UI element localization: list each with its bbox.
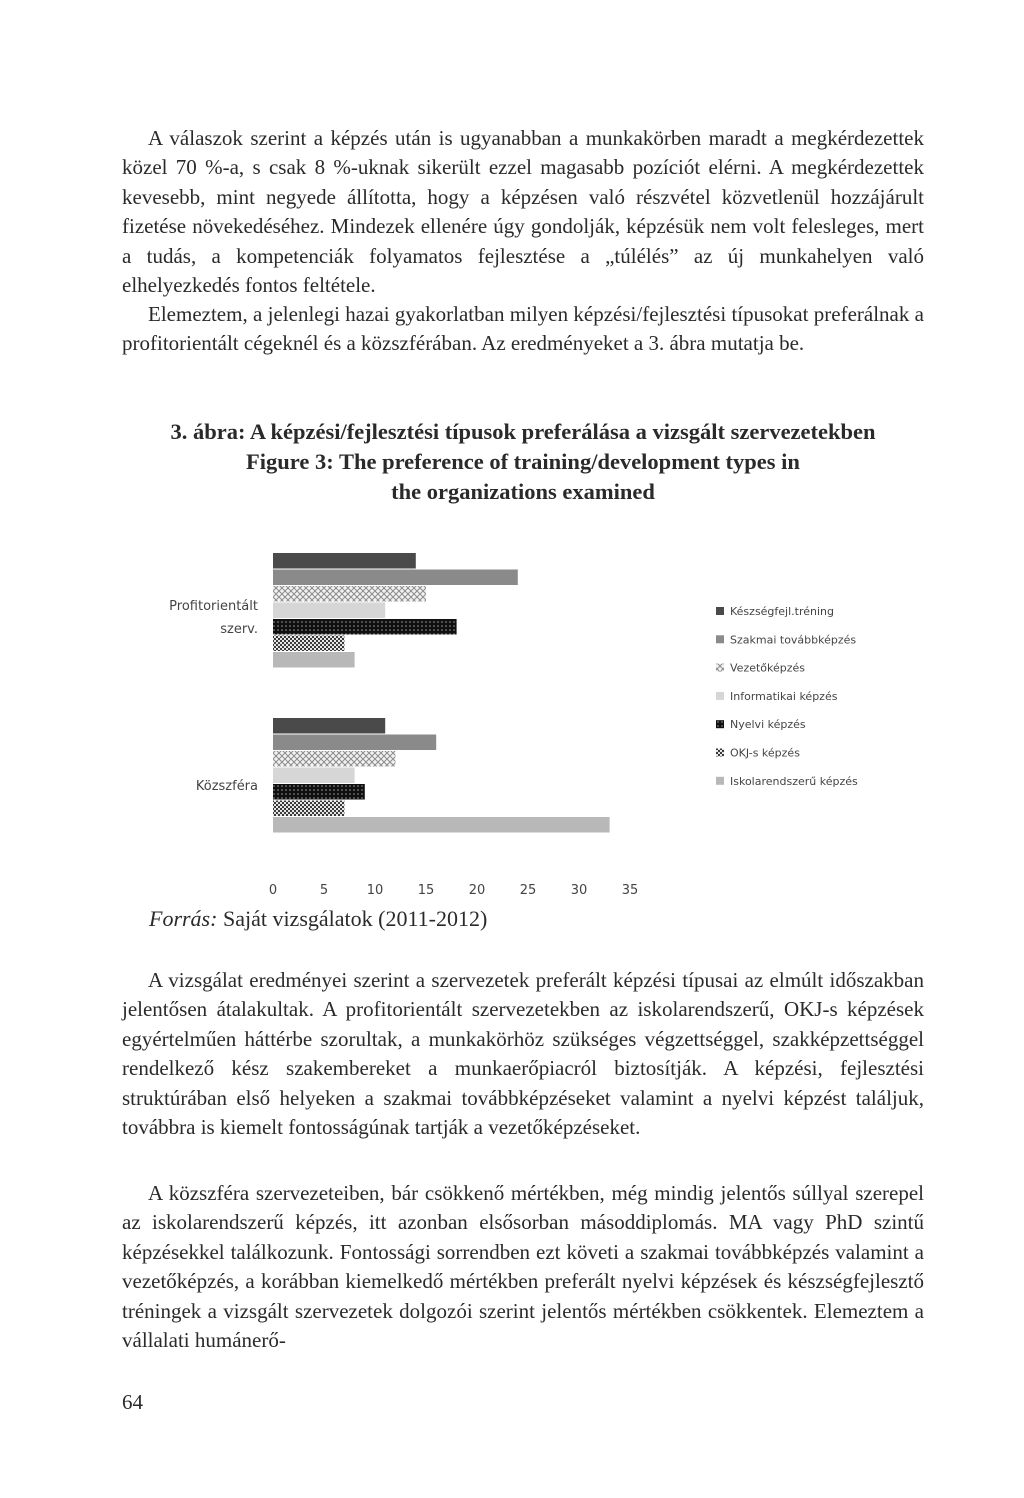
x-tick-label: 20 (468, 883, 486, 898)
legend-label: Készségfejl.tréning (730, 605, 835, 618)
bar-profit-2 (273, 570, 518, 586)
paragraph-results: A vizsgálat eredményei szerint a szervezetek preferált képzési típusai az elmúlt időszakban jelentősen átalakultak. A profitorientált szervezetekben az iskolarendszerű, OKJ-s képzések egyértelműen háttérbe szorultak, a munkakörhöz szükséges végzettséggel, szakképzettséggel rendelkező kész szakembereket a munkaerőpiacról biztosítják. A képzési, fejlesztési struktúrában első helyeken a szakmai továbbképzéseket valamint a nyelvi képzést találjuk, továbbra is kiemelt fontosságúnak tartják a vezetőképzéseket. (122, 968, 924, 1140)
legend-label: Informatikai képzés (730, 689, 838, 703)
legend-label: Vezetőképzés (730, 661, 806, 675)
bar-public-5 (273, 784, 365, 800)
category-labels (169, 599, 258, 794)
bar-public-2 (273, 735, 436, 751)
paragraph-public-sector: A közszféra szervezeteiben, bár csökkenő mértékben, még mindig jelentős súllyal szerepel az iskolarendszerű képzés, itt azonban elsősorban másoddiplomás. MA vagy PhD szintű képzésekkel találkozunk. Fontossági sorrendben ezt követi a szakmai továbbképzés valamint a vezetőképzés, a korábban kiemelkedő mértékben preferált nyelvi képzések és készségfejlesztő tréningek a vizsgált szervezetek dolgozói szerint jelentős mértékben csökkentek. Elemeztem a vállalati humánerő- (122, 1181, 924, 1353)
bar-public-3 (273, 751, 395, 767)
x-tick-label: 25 (519, 883, 537, 898)
bar-profit-4 (273, 603, 385, 619)
legend-swatch (716, 635, 724, 643)
legend-label: Szakmai továbbképzés (730, 633, 857, 647)
paragraph-analysis: Elemeztem, a jelenlegi hazai gyakorlatban milyen képzési/fejlesztési típusokat preferálnak a profitorientált cégeknél és a közszférában. Az eredményeket a 3. ábra mutatja be. (122, 302, 924, 356)
x-tick-label: 0 (268, 883, 278, 898)
source-label: Forrás: (149, 906, 218, 931)
legend-swatch (716, 692, 724, 700)
bar-profit-7 (273, 652, 355, 668)
legend (716, 605, 858, 788)
page-number: 64 (122, 1390, 143, 1414)
x-tick-label: 35 (621, 883, 639, 898)
legend-swatch (716, 720, 724, 728)
legend-swatch (716, 749, 724, 757)
source-text: Saját vizsgálatok (2011-2012) (217, 906, 488, 931)
bars-group (273, 553, 610, 833)
x-tick-label: 10 (366, 883, 384, 898)
figure-title-en: Figure 3: The preference of training/development types in the organizations examined (246, 449, 800, 504)
bar-profit-1 (273, 553, 416, 569)
x-tick-label: 15 (417, 883, 435, 898)
bar-public-1 (273, 718, 385, 734)
bar-profit-3 (273, 586, 426, 602)
bar-public-6 (273, 801, 344, 817)
bar-public-4 (273, 768, 355, 784)
category-label: Közszféra (195, 779, 258, 794)
bar-profit-5 (273, 619, 457, 635)
x-tick-label: 30 (570, 883, 588, 898)
bar-profit-6 (273, 636, 344, 652)
category-label: Profitorientált (169, 599, 258, 614)
legend-label: Nyelvi képzés (730, 718, 806, 732)
figure-source (149, 906, 487, 932)
x-tick-label: 5 (319, 883, 329, 898)
legend-swatch (716, 607, 724, 615)
bar-public-7 (273, 817, 610, 833)
paragraph-intro: A válaszok szerint a képzés után is ugyanabban a munkakörben maradt a megkérdezettek közel 70 %-a, s csak 8 %-uknak sikerült ezzel magasabb pozíciót elérni. A megkérdezettek kevesebb, mint negyede állította, hogy a képzésen való részvétel közvetlenül hozzájárult fizetése növekedéséhez. Mindezek ellenére úgy gondolják, képzésük nem volt felesleges, mert a tudás, a kompetenciák folyamatos fejlesztése a „túlélés” az új munkahelyen való elhelyezkedés fontos feltétele. (122, 126, 924, 298)
legend-swatch (716, 777, 724, 785)
legend-swatch (716, 664, 724, 672)
legend-label: Iskolarendszerű képzés (730, 774, 858, 788)
category-label: szerv. (220, 622, 258, 637)
figure-title-hu: 3. ábra: A képzési/fejlesztési típusok preferálása a vizsgált szervezetekben (170, 419, 876, 444)
legend-label: OKJ-s képzés (730, 746, 800, 760)
x-axis-ticks (269, 883, 638, 898)
